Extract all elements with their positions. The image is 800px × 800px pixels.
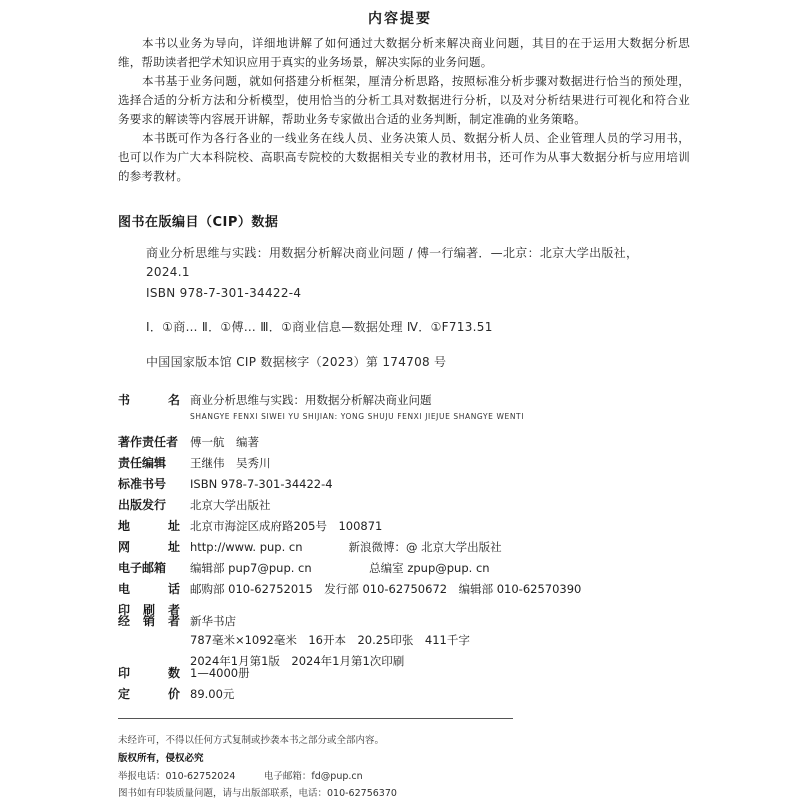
label-char: 刷 (142, 603, 155, 617)
copyright-row-value: 傅一航 编著 (190, 435, 259, 449)
copyright-row-value: http://www. pup. cn 新浪微博：@ 北京大学出版社 (190, 540, 502, 554)
footer-report: 举报电话：010-62752024 电子邮箱：fd@pup.cn (118, 771, 363, 782)
copyright-row-value: 北京大学出版社 (190, 498, 271, 512)
copyright-row-value: ISBN 978-7-301-34422-4 (190, 477, 333, 491)
footer-notice: 未经许可，不得以任何方式复制或抄袭本书之部分或全部内容。 (118, 735, 385, 746)
label-char: 出版发行 (118, 498, 167, 512)
cip-line: 商业分析思维与实践：用数据分析解决商业问题 / 傅一行编著．—北京：北京大学出版社， (146, 246, 639, 260)
label-char: 责任编辑 (118, 456, 167, 470)
copyright-row-label (118, 496, 180, 514)
cip-line: Ⅰ．①商… Ⅱ．①傅… Ⅲ．①商业信息—数据处理 Ⅳ．①F713.51 (146, 320, 493, 334)
label-char: 书 (118, 393, 131, 407)
copyright-row-label (118, 559, 180, 577)
abstract-paragraph: 本书基于业务问题，就如何搭建分析框架，厘清分析思路，按照标准分析步骤对数据进行恰当的预处理，选择合适的分析方法和分析模型，使用恰当的分析工具对数据进行分析，以及对分析结果进行可视化和符合业务要求的解读等内容展开讲解，帮助业务专家做出合适的业务判断，制定准确的业务策略。 (118, 74, 690, 126)
label-char: 网 (118, 540, 131, 554)
label-char: 址 (167, 540, 180, 554)
label-char: 价 (167, 687, 180, 701)
copyright-row-label (118, 454, 180, 472)
abstract-title: 内容提要 (368, 11, 432, 27)
format-line: 787毫米×1092毫米 16开本 20.25印张 411千字 (190, 633, 470, 647)
copyright-row-value: 王继伟 吴秀川 (190, 456, 271, 470)
label-char: 印 (118, 666, 131, 680)
footer-divider (118, 718, 513, 719)
copyright-row-label (118, 664, 180, 682)
label-char: 标准书号 (118, 477, 167, 491)
label-char: 名 (167, 393, 180, 407)
copyright-row-label (118, 391, 180, 409)
label-char: 著作责任者 (118, 435, 179, 449)
edition-line: 2024年1月第1版 2024年1月第1次印刷 (190, 654, 405, 668)
copyright-row-value: 商业分析思维与实践：用数据分析解决商业问题 (190, 393, 432, 407)
copyright-row-value: 北京市海淀区成府路205号 100871 (190, 519, 383, 533)
copyright-row-value: 新华书店 (190, 614, 236, 628)
label-char: 者 (167, 603, 180, 617)
footer-rights: 版权所有，侵权必究 (118, 753, 204, 764)
label-char: 印 (118, 603, 131, 617)
cip-line: 2024.1 (146, 265, 190, 279)
label-char: 定 (118, 687, 131, 701)
label-char: 数 (167, 666, 180, 680)
abstract-paragraph: 本书以业务为导向，详细地讲解了如何通过大数据分析来解决商业问题，其目的在于运用大数据分析思维，帮助读者把学术知识应用于真实的业务场景，解决实际的业务问题。 (118, 36, 690, 69)
copyright-row-value: 编辑部 pup7@pup. cn 总编室 zpup@pup. cn (190, 561, 490, 575)
label-char: 者 (167, 614, 180, 628)
label-char: 销 (142, 614, 155, 628)
copyright-row-label (118, 475, 180, 493)
title-pinyin: SHANGYE FENXI SIWEI YU SHIJIAN: YONG SHUJU FENXI JIEJUE SHANGYE WENTI (190, 412, 525, 421)
label-char: 电子邮箱 (118, 561, 167, 575)
label-char: 话 (167, 582, 180, 596)
label-char: 地 (118, 519, 131, 533)
copyright-row-label (118, 685, 180, 703)
cip-title: 图书在版编目（CIP）数据 (118, 215, 279, 230)
label-char: 电 (118, 582, 131, 596)
cip-line: 中国国家版本馆 CIP 数据核字（2023）第 174708 号 (146, 355, 447, 369)
copyright-row-value: 89.00元 (190, 687, 235, 701)
copyright-row-label (118, 580, 180, 598)
copyright-row-value: 1—4000册 (190, 666, 250, 680)
copyright-row-value: 邮购部 010-62752015 发行部 010-62750672 编辑部 010-62570390 (190, 582, 582, 596)
cip-line: ISBN 978-7-301-34422-4 (146, 286, 302, 300)
label-char: 经 (118, 614, 131, 628)
abstract-paragraph: 本书既可作为各行各业的一线业务在线人员、业务决策人员、数据分析人员、企业管理人员的学习用书，也可以作为广大本科院校、高职高专院校的大数据相关专业的教材用书，还可作为从事大数据分析与应用培训的参考教材。 (118, 131, 690, 183)
copyright-row-label (118, 517, 180, 535)
label-char: 址 (167, 519, 180, 533)
copyright-row-label (118, 538, 180, 556)
footer-quality: 图书如有印装质量问题，请与出版部联系，电话：010-62756370 (118, 788, 397, 799)
copyright-row-label (118, 612, 180, 630)
copyright-row-label (118, 433, 180, 451)
